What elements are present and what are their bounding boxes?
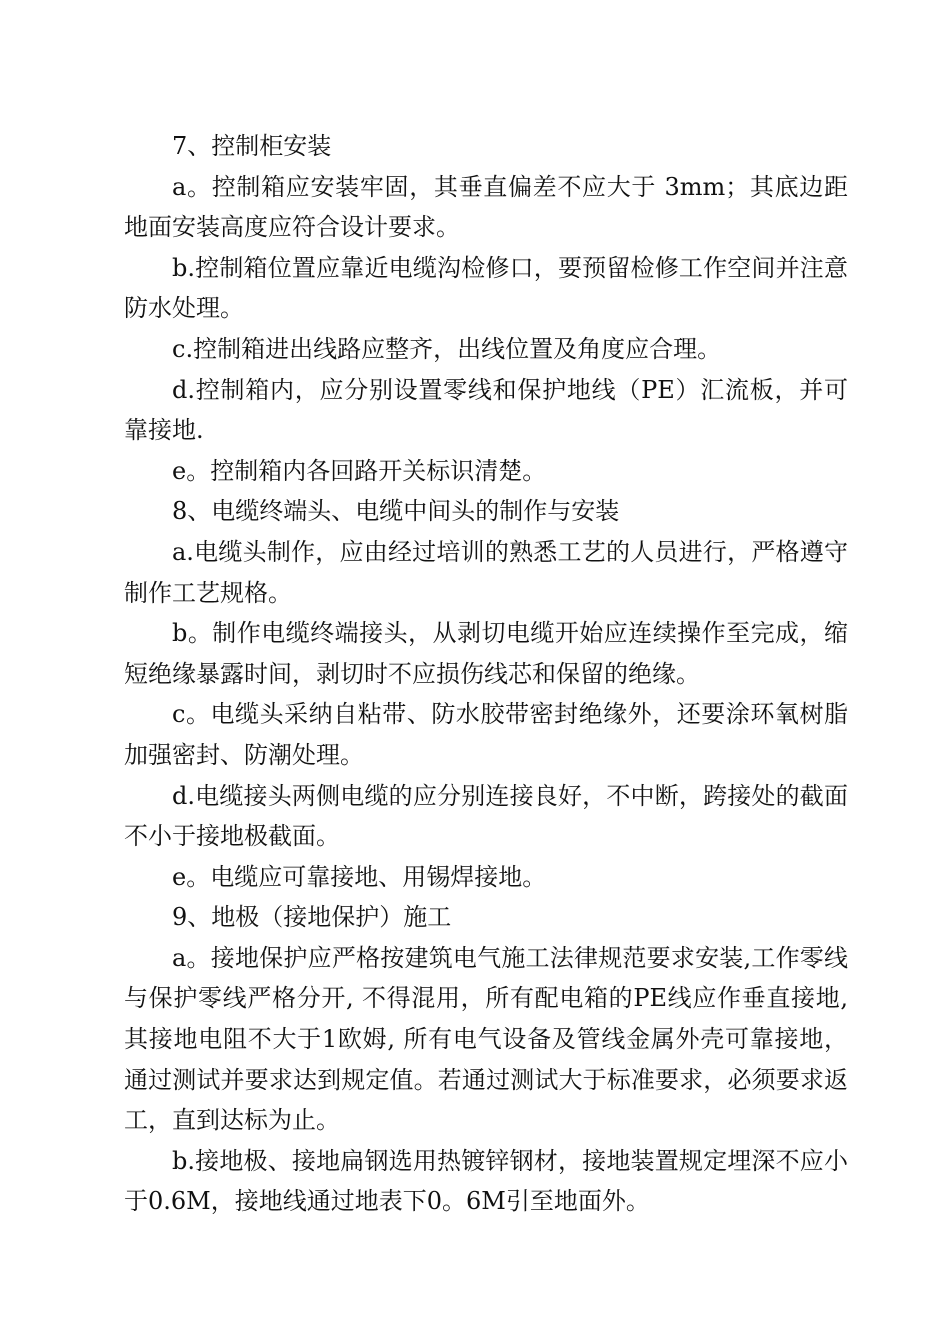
paragraph-7a: a。控制箱应安装牢固，其垂直偏差不应大于 3mm；其底边距地面安装高度应符合设计要求。 <box>124 172 848 242</box>
paragraph-8e: e。电缆应可靠接地、用锡焊接地。 <box>172 862 547 891</box>
section-heading-9: 9、地极（接地保护）施工 <box>172 903 452 932</box>
paragraph-7c: c.控制箱进出线路应整齐，出线位置及角度应合理。 <box>172 334 722 363</box>
section-heading-7: 7、控制柜安装 <box>172 132 332 160</box>
paragraph-8b: b。制作电缆终端接头，从剥切电缆开始应连续操作至完成，缩短绝缘暴露时间，剥切时不应损伤线芯和保留的绝缘。 <box>124 619 848 688</box>
paragraph-8c: c。电缆头采纳自粘带、防水胶带密封绝缘外，还要涂环氧树脂加强密封、防潮处理。 <box>124 700 848 769</box>
paragraph-9a: a。接地保护应严格按建筑电气施工法律规范要求安装,工作零线与保护零线严格分开, 不得混用，所有配电箱的PE线应作垂直接地, 其接地电阻不大于1欧姆, 所有电气设备及管线金属外壳可靠接地，通过测试并要求达到规定值。若通过测试大于标准要求，必须要求返工，直到达标为止。 <box>124 943 848 1135</box>
paragraph-7e: e。控制箱内各回路开关标识清楚。 <box>172 456 547 485</box>
paragraph-8a: a.电缆头制作，应由经过培训的熟悉工艺的人员进行，严格遵守制作工艺规格。 <box>124 537 848 607</box>
paragraph-9b: b.接地极、接地扁钢选用热镀锌钢材，接地装置规定埋深不应小于0.6M，接地线通过地表下0。6M引至地面外。 <box>124 1146 848 1216</box>
section-heading-8: 8、电缆终端头、电缆中间头的制作与安装 <box>172 497 620 526</box>
document-body <box>124 126 848 1222</box>
paragraph-8d: d.电缆接头两侧电缆的应分别连接良好，不中断，跨接处的截面不小于接地极截面。 <box>124 781 848 851</box>
paragraph-7d: d.控制箱内，应分别设置零线和保护地线（PE）汇流板，并可靠接地. <box>124 375 848 445</box>
paragraph-7b: b.控制箱位置应靠近电缆沟检修口，要预留检修工作空间并注意防水处理。 <box>124 253 848 323</box>
